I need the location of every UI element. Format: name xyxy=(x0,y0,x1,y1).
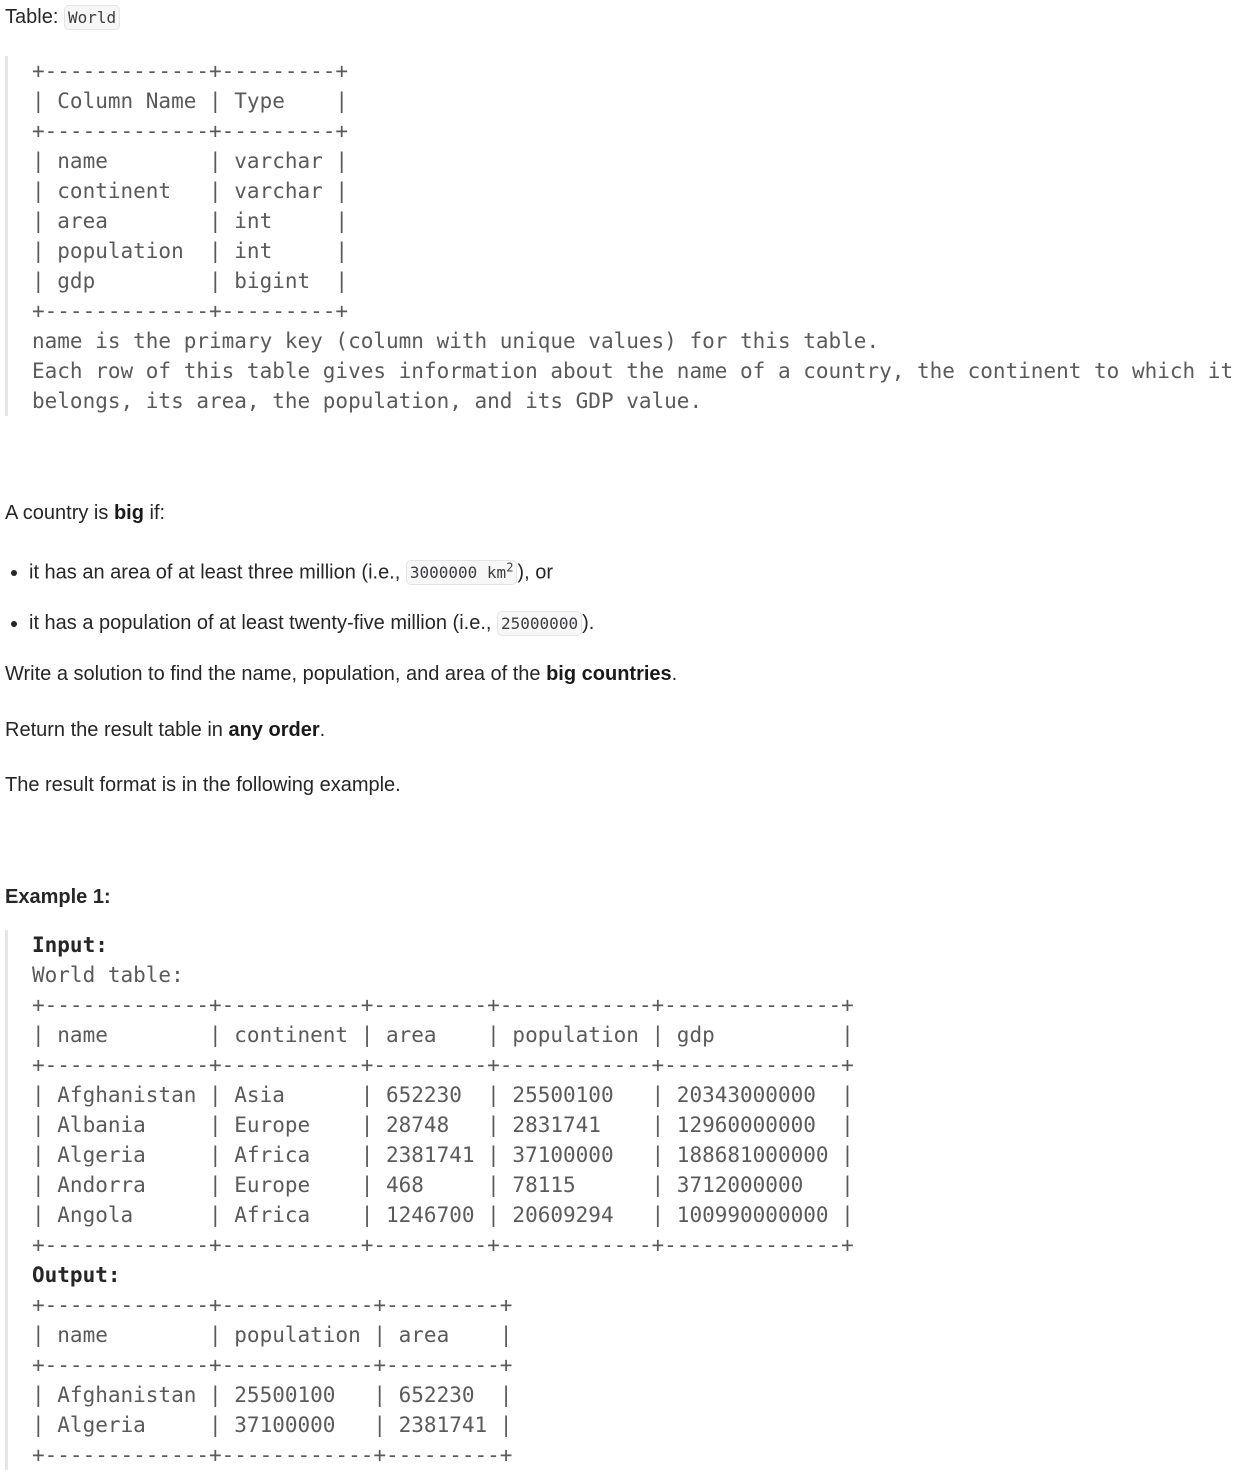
schema-pre: +-------------+---------+ | Column Name | Type | +-------------+---------+ | name | varchar | | continent | varchar | | area | int | | population | int | | gdp | bigint | +-------------+---------+ name is the primary key (column with unique values) for this table. Each row of this table gives information about the name of a country, the continent to which it belongs, its area, the population, and its GDP value. xyxy=(32,59,1234,413)
format-note: The result format is in the following example. xyxy=(5,774,401,797)
order-text xyxy=(5,715,1237,745)
text: it has a population of at least twenty-five million (i.e., xyxy=(29,612,498,635)
text: A country is xyxy=(5,502,114,524)
list-item xyxy=(29,553,1237,588)
bold-text: any order xyxy=(228,719,320,742)
text: ). xyxy=(582,612,595,635)
bold-text: big xyxy=(113,502,144,524)
schema-block xyxy=(5,56,1237,416)
text: it has an area of at least three million (i.e., xyxy=(29,561,406,584)
text: ), or xyxy=(517,561,553,584)
superscript: 2 xyxy=(506,561,514,575)
example-title: Example 1: xyxy=(5,886,111,909)
output-label: Output: xyxy=(32,1263,121,1288)
criteria-list xyxy=(5,553,1237,639)
text: Write a solution to find the name, population, and area of the xyxy=(5,663,547,686)
code xyxy=(406,560,518,585)
table-heading xyxy=(5,2,1237,33)
list-item xyxy=(29,608,1237,639)
table-name-code: World xyxy=(64,5,120,30)
table-label: Table: xyxy=(5,6,64,28)
input-table: World table: +-------------+-----------+---------+------------+--------------+ | name | continent | area | population | gdp | +-------------+-----------+---------+------------+--------------+ | Afghanistan | Asia | 652230 | 25500100 | 20343000000 | | Albania | Europe | 28748 | 2831741 | 12960000000 | | Algeria | Africa | 2381741 | 37100000 | 188681000000 | | Andorra | Europe | 468 | 78115 | 3712000000 | | Angola | Africa | 1246700 | 20609294 | 100990000000 | +-------------+-----------+---------+------------+--------------+ xyxy=(32,963,854,1258)
output-table: +-------------+------------+---------+ | name | population | area | +-------------+------------+---------+ | Afghanistan | 25500100 | 652230 | | Algeria | 37100000 | 2381741 | +-------------+------------+---------+ xyxy=(32,1293,513,1468)
text: Return the result table in xyxy=(5,719,229,742)
example-block xyxy=(5,930,1237,1470)
text: . xyxy=(671,663,678,686)
bold-text: big countries xyxy=(546,663,672,686)
input-label: Input: xyxy=(32,933,108,958)
big-definition xyxy=(5,498,1237,528)
text: if: xyxy=(143,502,166,524)
text: . xyxy=(319,719,326,742)
code: 25000000 xyxy=(497,611,582,636)
task-text xyxy=(5,659,1237,689)
code-text: 3000000 km xyxy=(409,563,507,583)
